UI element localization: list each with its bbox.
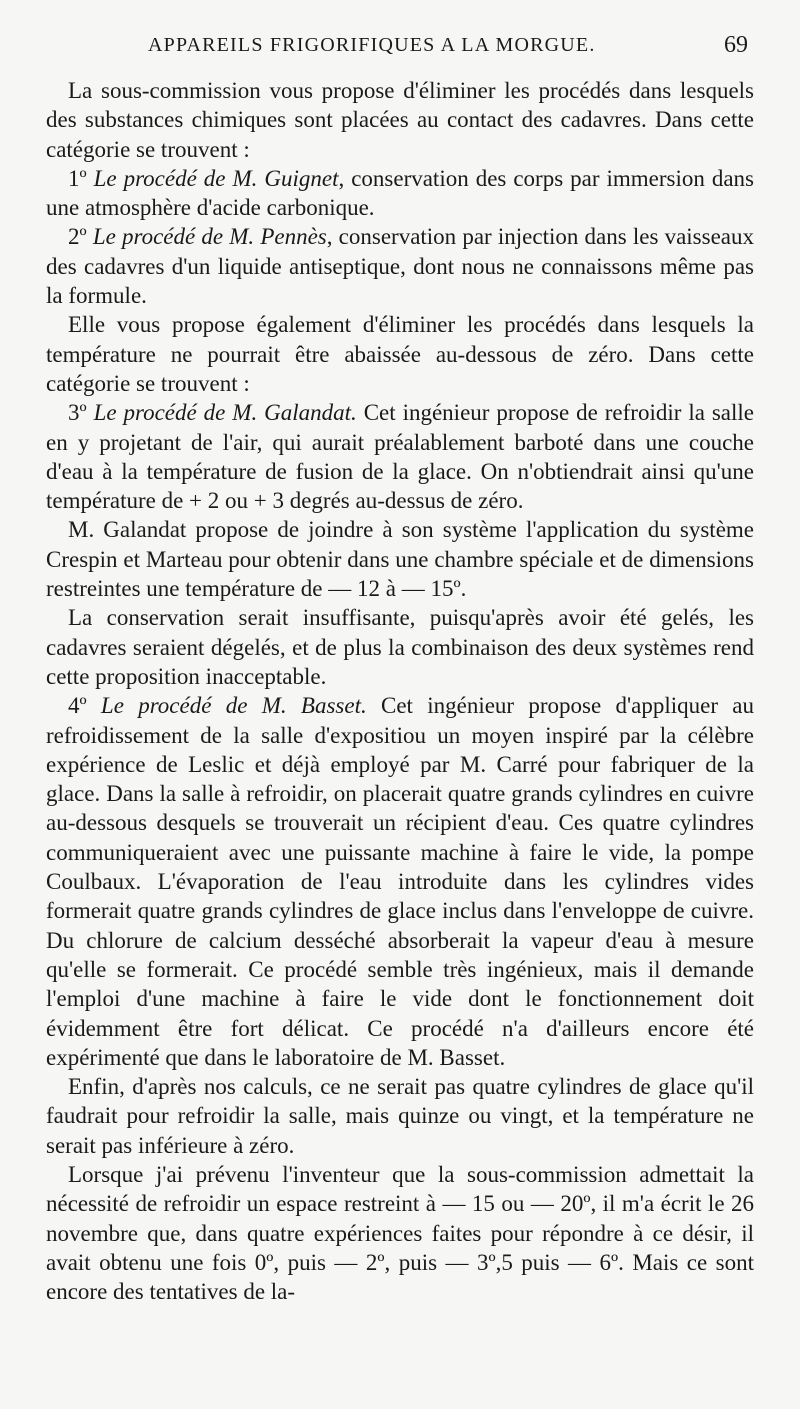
paragraph-item-1: 1º Le procédé de M. Guignet, conservation des corps par immersion dans une atmosphère d'acide carbonique. (46, 165, 754, 221)
body-text (46, 76, 754, 1306)
paragraph: La conservation serait insuffisante, puisqu'après avoir été gelés, les cadavres seraient dégelés, et de plus la combinaison des deux systèmes rend cette proposition inacceptable. (46, 605, 754, 689)
paragraph: Lorsque j'ai prévenu l'inventeur que la sous-commission admettait la nécessité de refroidir un espace restreint à — 15 ou — 20º, il m'a écrit le 26 novembre que, dans quatre expériences faites pour répondre à ce désir, il avait obtenu une fois 0º, puis — 2º, puis — 3º,5 puis — 6º. Mais ce sont encore des tentatives de la- (46, 1161, 754, 1305)
paragraph-item-4: 4º Le procédé de M. Basset. Cet ingénieur propose d'appliquer au refroidissement de la salle d'expositiou un moyen inspiré par la célèbre expérience de Leslic et déjà employé par M. Carré pour fabriquer de la glace. Dans la salle à refroidir, on placerait quatre grands cylindres en cuivre au-dessous desquels se trouverait un récipient d'eau. Ces quatre cylindres communiqueraient avec une puissante machine à faire le vide, la pompe Coulbaux. L'évaporation de l'eau introduite dans les cylindres vides formerait quatre grands cylindres de glace inclus dans l'enveloppe de cuivre. Du chlorure de calcium desséché absorberait la vapeur d'eau à mesure qu'elle se formerait. Ce procédé semble très ingénieux, mais il demande l'emploi d'une machine à faire le vide dont le fonctionnement doit évidemment être fort délicat. Ce procédé n'a d'ailleurs encore été expérimenté que dans le laboratoire de M. Basset. (46, 693, 754, 1070)
paragraph-item-2: 2º Le procédé de M. Pennès, conservation par injection dans les vaisseaux des cadavres d'un liquide antiseptique, dont nous ne connaissons même pas la formule. (46, 224, 754, 309)
paragraph-item-3: 3º Le procédé de M. Galandat. Cet ingénieur propose de refroidir la salle en y projetant de l'air, qui aurait préalablement barboté dans une couche d'eau à la température de fusion de la glace. On n'obtiendrait ainsi qu'une température de + 2 ou + 3 degrés au-dessus de zéro. (46, 400, 754, 514)
paragraph: M. Galandat propose de joindre à son système l'application du système Crespin et Marteau pour obtenir dans une chambre spéciale et de dimensions restreintes une température de — 12 à — 15º. (46, 517, 754, 602)
paragraph: Enfin, d'après nos calculs, ce ne serait pas quatre cylindres de glace qu'il faudrait pour refroidir la salle, mais quinze ou vingt, et la température ne serait pas inférieure à zéro. (46, 1074, 754, 1158)
paragraph: La sous-commission vous propose d'éliminer les procédés dans lesquels des substances chimiques sont placées au contact des cadavres. Dans cette catégorie se trouvent : (46, 78, 754, 162)
running-title: APPAREILS FRIGORIFIQUES A LA MORGUE. (148, 34, 596, 56)
page-header (0, 30, 800, 70)
paragraph: Elle vous propose également d'éliminer les procédés dans lesquels la température ne pourrait être abaissée au-dessous de zéro. Dans cette catégorie se trouvent : (46, 312, 754, 396)
page-number: 69 (724, 32, 748, 58)
